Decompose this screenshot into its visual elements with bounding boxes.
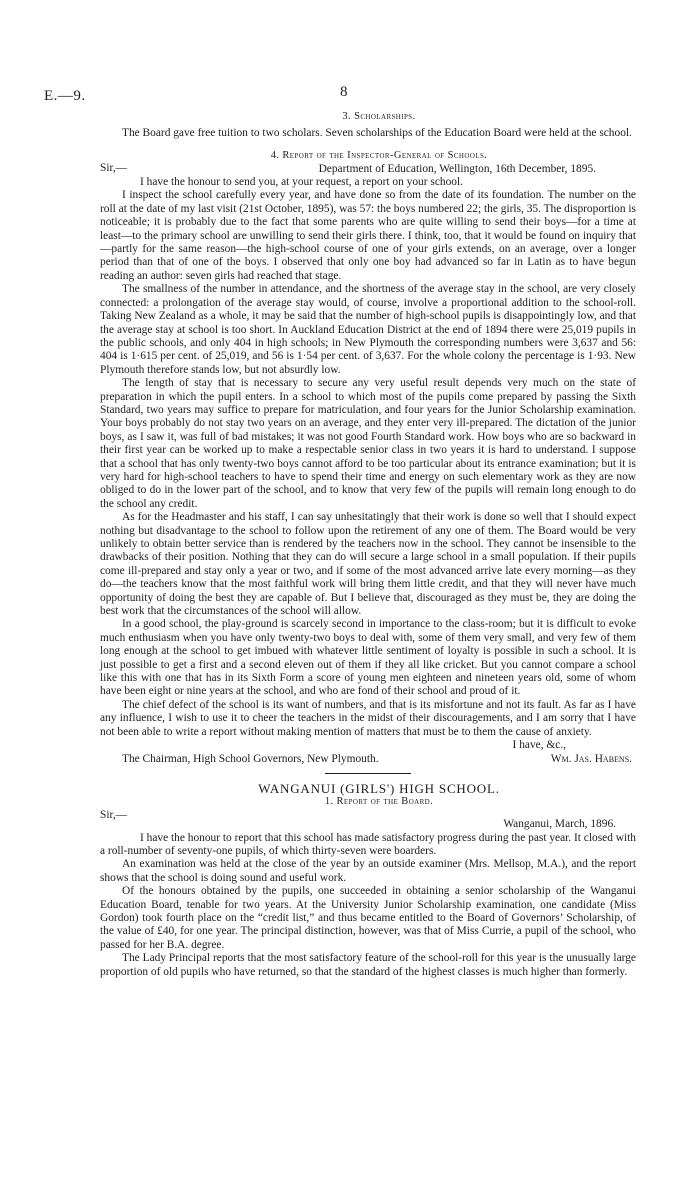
page-reference: E.—9.	[44, 88, 86, 104]
wanganui-paragraph: The Lady Principal reports that the most satisfactory feature of the school-roll for this year is the unusually large proportion of old pupils who have returned, so that the standard of the highest classes is much higher than formerly.	[100, 952, 636, 978]
inspector-paragraph: In a good school, the play-ground is scarcely second in importance to the class-room; but it is difficult to evoke much enthusiasm when you have only twenty-two boys to deal with, some of them very small, and very few of them long enough at the school to get imbued with whatever little sentiment of loyalty is possible in such a school. It is just possible to get a first and a second eleven out of them if they all like cricket. But you cannot compare a school like this with one that has in its Sixth Form a score of young men eighteen and nineteen years old, some of whom have been eight or nine years at the school, and who are fond of their school and proud of it.	[100, 618, 636, 698]
inspector-signoff	[100, 753, 636, 766]
inspector-closing: I have, &c.,	[512, 739, 566, 752]
wanganui-paragraph: I have the honour to report that this school has made satisfactory progress during the past year. It closed with a roll-number of seventy-one pupils, of which thirty-seven were boarders.	[100, 831, 636, 857]
scholarships-text: The Board gave free tuition to two scholars. Seven scholarships of the Education Board were held at the school.	[122, 127, 632, 140]
wanganui-paragraph: An examination was held at the close of the year by an outside examiner (Mrs. Mellsop, M.A.), and the report shows that the school is doing sound and useful work.	[100, 858, 636, 884]
inspector-paragraph: As for the Headmaster and his staff, I can say unhesitatingly that their work is done so well that I should expect nothing but disadvantage to the school to follow upon the retirement of any one of them. The Board would be very unlikely to obtain better service than is rendered by the teachers now in the school. They cannot be insensible to the drawbacks of their position. Nothing that they can do will secure a large school in a small population. If their pupils come ill-prepared and stay only a year or two, and if some of the most advanced arrive late every morning—as they do—the teachers know that the most faithful work will bring them little credit, and that they will never have much opportunity of doing the best they are capable of. But I believe that, discouraged as they must be, they are doing the best work that the circumstances of the school will allow.	[100, 511, 636, 618]
wanganui-paragraph: Of the honours obtained by the pupils, one succeeded in obtaining a senior scholarship of the Wanganui Education Board, tenable for two years. At the University Junior Scholarship examination, one candidate (Miss Gordon) took fourth place on the “credit list,” and thus became entitled to the Board of Governors’ Scholarship, of the value of £40, for one year. The principal distinction, however, was that of Miss Currie, a pupil of the school, who passed for her B.A. degree.	[100, 885, 636, 951]
inspector-paragraph: The smallness of the number in attendance, and the shortness of the average stay in the school, are very closely connected: a prolongation of the average stay would, of course, involve a proportional addition to the school-roll. Taking New Zealand as a whole, it may be said that the number of high-school pupils is disappointingly low, and that the average stay at school is too short. In Auckland Education District at the end of 1894 there were 25,019 pupils in the public schools, and only 404 in high schools; in New Plymouth the corresponding numbers were 3,637 and 56: 404 is 1·615 per cent. of 25,019, and 56 is 1·54 per cent. of 3,637. For the whole colony the percentage is 1·93. New Plymouth therefore stands low, but not absurdly low.	[100, 283, 636, 376]
wanganui-dateline: Wanganui, March, 1896.	[503, 818, 616, 831]
wanganui-title: WANGANUI (GIRLS') HIGH SCHOOL.	[258, 780, 500, 796]
inspector-addressee: The Chairman, High School Governors, New Plymouth.	[122, 752, 379, 765]
inspector-paragraph: I have the honour to send you, at your request, a report on your school.	[140, 176, 463, 189]
wanganui-salutation: Sir,—	[100, 808, 128, 821]
page-number: 8	[340, 84, 348, 100]
inspector-report-heading: 4. Report of the Inspector-General of Schools.	[270, 149, 488, 161]
inspector-paragraph: The chief defect of the school is its want of numbers, and that is its misfortune and not its fault. As far as I have any influence, I wish to use it to cheer the teachers in the midst of their discouragements, and I am sorry that I have not been able to write a report without making mention of matters that must be to them the cause of anxiety.	[100, 698, 636, 738]
scholarships-heading: 3. Scholarships.	[342, 111, 416, 122]
inspector-paragraph: The length of stay that is necessary to secure any very useful result depends very much on the state of preparation in which the pupil enters. In a school to which most of the pupils come prepared by passing the Sixth Standard, two years may suffice to prepare for matriculation, and four years for the Junior Scholarship examination. Your boys probably do not stay two years on an average, and they enter very ill-prepared. The dictation of the junior boys, as I saw it, was full of bad mistakes; it was not good Fourth Standard work. How boys who are so backward in their first year can be worked up to make a respectable senior class in two years it is hard to understand. I suppose that a school that has only twenty-two boys cannot afford to be too particular about its entrance examination; but it is very hard for high-school teachers to have to spend their time and energy on such elementary work as they are now obliged to do in the lower part of the school, and to know that very few of the pupils will remain long enough to do the school any credit.	[100, 377, 636, 510]
inspector-signature: Wm. Jas. Habens.	[550, 752, 632, 765]
inspector-dateline: Department of Education, Wellington, 16th December, 1895.	[318, 162, 596, 175]
page-content	[100, 110, 636, 979]
wanganui-subheading: 1. Report of the Board.	[324, 796, 434, 808]
section-divider	[325, 773, 411, 774]
inspector-paragraph: I inspect the school carefully every year, and have done so from the date of its foundation. The number on the roll at the date of my last visit (21st October, 1895), was 57: the boys numbered 22; the girls, 35. The disproportion is noticeable; it is probably due to the fact that some parents who are quite willing to send their boys—for a time at least—to the primary school are unwilling to send their girls there. I think, too, that it would be found on inquiry that —partly for the same reason—the high-school course of one of your girls extends, on an average, over a longer period than that of one of the boys. I observed that only one boy had advanced so far in Latin as to have begun reading an author: seven girls had reached that stage.	[100, 189, 636, 282]
inspector-salutation: Sir,—	[100, 162, 128, 175]
